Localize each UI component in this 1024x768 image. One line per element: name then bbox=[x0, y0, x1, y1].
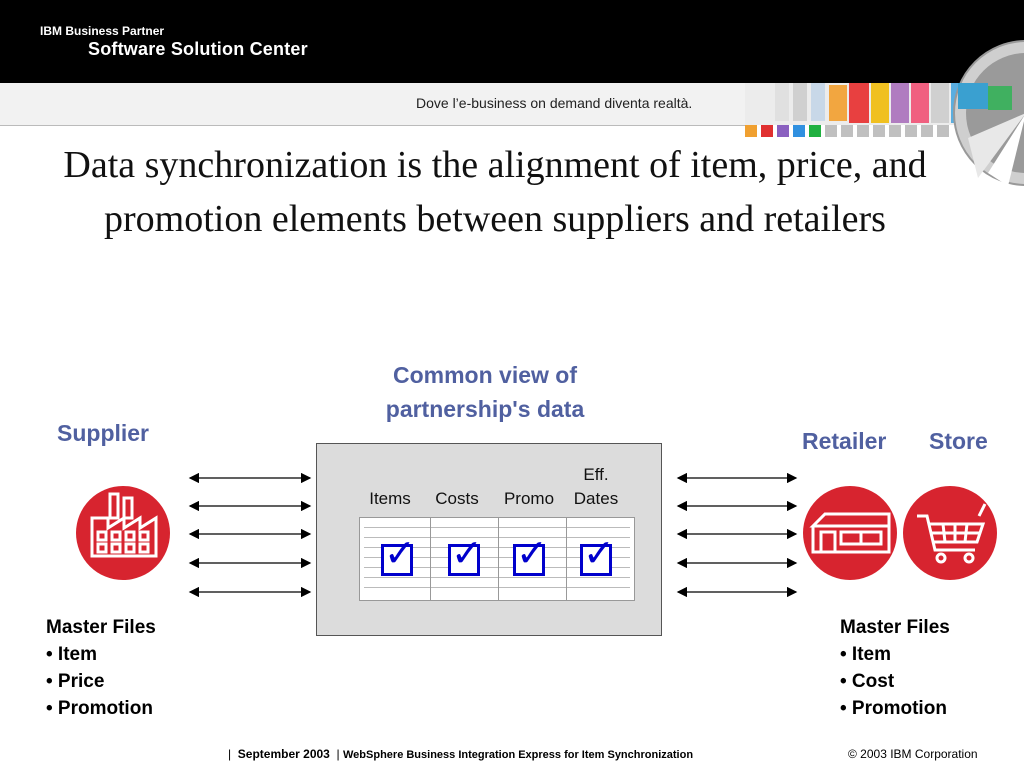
checkbox-checked-icon: ✓ bbox=[448, 544, 480, 576]
checkbox-checked-icon: ✓ bbox=[381, 544, 413, 576]
column-dates: Dates bbox=[573, 489, 619, 508]
checkbox-checked-icon: ✓ bbox=[580, 544, 612, 576]
supplier-list-heading: Master Files bbox=[46, 617, 156, 638]
slide-title: Data synchronization is the alignment of item, price, and promotion elements between suppliers and retailers bbox=[63, 144, 927, 240]
footer-date: September 2003 bbox=[237, 747, 330, 761]
store-icon bbox=[803, 486, 897, 580]
list-item: • Cost bbox=[840, 671, 895, 692]
footer-separator: | bbox=[336, 747, 340, 761]
footer-copyright: © 2003 IBM Corporation bbox=[848, 747, 978, 761]
checkbox-checked-icon: ✓ bbox=[513, 544, 545, 576]
list-item: • Price bbox=[46, 671, 105, 692]
retailer-label: Retailer bbox=[802, 428, 887, 454]
shopping-cart-icon bbox=[903, 486, 997, 580]
list-item: • Promotion bbox=[840, 698, 947, 719]
footer-product: WebSphere Business Integration Express for Item Synchronization bbox=[343, 749, 694, 761]
column-promo: Promo bbox=[503, 489, 555, 508]
retailer-list-heading: Master Files bbox=[840, 617, 950, 638]
brand-title: Software Solution Center bbox=[88, 39, 308, 59]
supplier-master-files bbox=[46, 614, 156, 722]
column-eff: Eff. bbox=[583, 465, 609, 484]
common-view-line2: partnership's data bbox=[385, 396, 585, 422]
store-label: Store bbox=[929, 428, 988, 454]
common-view-line1: Common view of bbox=[392, 362, 577, 388]
factory-icon bbox=[76, 486, 170, 580]
footer-separator: | bbox=[228, 747, 232, 761]
supplier-label: Supplier bbox=[57, 420, 150, 446]
column-items: Items bbox=[369, 489, 411, 508]
column-costs: Costs bbox=[435, 489, 479, 508]
tagline: Dove l’e-business on demand diventa realtà. bbox=[416, 95, 693, 111]
list-item: • Item bbox=[46, 644, 97, 665]
list-item: • Item bbox=[840, 644, 891, 665]
brand-line1: IBM Business Partner bbox=[40, 24, 165, 38]
retailer-master-files bbox=[840, 614, 950, 722]
footer-info bbox=[228, 747, 693, 761]
list-item: • Promotion bbox=[46, 698, 153, 719]
